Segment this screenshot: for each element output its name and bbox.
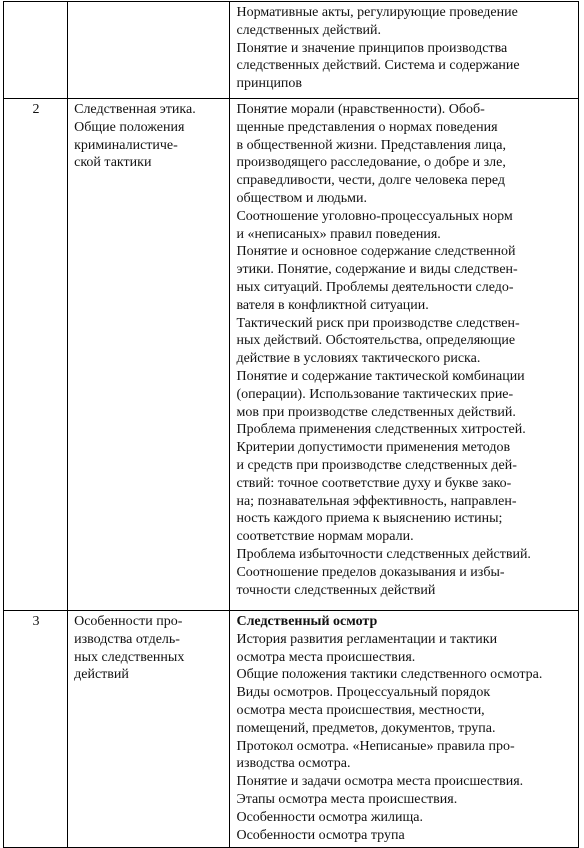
row-number-cell <box>4 99 68 611</box>
topic-content-line: обществом и людьми. <box>236 190 367 206</box>
section-title-cell <box>68 611 230 848</box>
topic-content-cell <box>230 611 579 848</box>
topic-heading: Следственный осмотр <box>236 614 378 629</box>
topic-content-line: и «неписаных» правил поведения. <box>236 226 441 242</box>
topic-content-line: этики. Понятие, содержание и виды следствен- <box>236 262 518 278</box>
topic-content-line: (операции). Использование тактических прие- <box>236 386 514 402</box>
topic-content-line: Понятие морали (нравственности). Обоб- <box>236 102 485 117</box>
topic-content-line: производящего расследование, о добре и зле, <box>236 155 506 171</box>
topic-content-cell <box>230 99 579 611</box>
topic-content-cell <box>230 2 579 99</box>
topic-content-line: осмотра места происшествия. <box>236 649 416 665</box>
section-title-cell <box>68 2 230 99</box>
topic-content-line: мов при производстве следственных действий. <box>236 404 516 420</box>
topic-content-line: осмотра места происшествия, местности, <box>236 702 485 718</box>
topic-content-line: Соотношение уголовно-процессуальных норм <box>236 208 513 224</box>
topic-content-line: справедливости, чести, долге человека перед <box>236 173 506 189</box>
topic-content-line: ность каждого приема к выяснению истины; <box>236 511 503 527</box>
topic-content-line: История развития регламентации и тактики <box>236 631 498 647</box>
topic-content-line: в общественной жизни. Представления лица, <box>236 137 506 153</box>
topic-content-line: следственных действий. <box>236 22 382 38</box>
topic-content-line: Проблема применения следственных хитростей. <box>236 422 526 438</box>
topic-content-line: точности следственных действий <box>236 582 436 598</box>
table-body <box>4 2 579 848</box>
topic-content-line: щенные представления о нормах поведения <box>236 119 498 135</box>
topic-content-line: Проблема избыточности следственных действий. <box>236 546 531 562</box>
table-row <box>4 611 579 848</box>
topic-content-line: принципов <box>236 76 303 92</box>
topic-content-line: изводства осмотра. <box>236 756 351 772</box>
section-title-line: действий <box>74 667 129 683</box>
row-number: 2 <box>32 102 40 117</box>
topic-content-line: ных ситуаций. Проблемы деятельности следо- <box>236 279 514 295</box>
row-number: 3 <box>32 614 40 629</box>
topic-content-line: Этапы осмотра места происшествия. <box>236 791 458 807</box>
topic-content-line: Критерии допустимости применения методов <box>236 440 511 456</box>
section-title-line: криминалистиче- <box>74 137 178 153</box>
section-title-line: ных следственных <box>74 649 185 665</box>
topic-content-line: Понятие и значение принципов производства <box>236 40 508 56</box>
topic-content-line: ных действий. Обстоятельства, определяющие <box>236 333 516 349</box>
section-title-cell <box>68 99 230 611</box>
section-title-line: изводства отдель- <box>74 631 180 647</box>
topic-content-line: Протокол осмотра. «Неписаные» правила про- <box>236 738 515 754</box>
table-row <box>4 99 579 611</box>
section-title-line: Следственная этика. <box>74 102 196 117</box>
topic-content-line: ствий: точное соответствие духу и букве зако- <box>236 475 512 491</box>
table-row <box>4 2 579 99</box>
topic-content-line: на; познавательная эффективность, направлен- <box>236 493 517 509</box>
topic-content-line: Понятие и основное содержание следственной <box>236 244 516 260</box>
section-title-line: ской тактики <box>74 155 152 171</box>
topic-content-line: Особенности осмотра трупа <box>236 827 405 843</box>
section-title-line: Особенности про- <box>74 614 183 629</box>
topic-content-line: помещений, предметов, документов, трупа. <box>236 720 496 736</box>
topic-content-line: Особенности осмотра жилища. <box>236 809 423 825</box>
topic-content-line: Виды осмотров. Процессуальный порядок <box>236 685 491 701</box>
topic-content-line: действие в условиях тактического риска. <box>236 351 481 367</box>
curriculum-table <box>3 1 579 848</box>
topic-content-line: соответствие нормам морали. <box>236 529 414 545</box>
topic-content-line: Общие положения тактики следственного осмотра. <box>236 667 543 683</box>
topic-content-line: Соотношение пределов доказывания и избы- <box>236 564 505 580</box>
topic-content-line: вателя в конфликтной ситуации. <box>236 297 429 313</box>
topic-content-line: Понятие и содержание тактической комбинации <box>236 368 525 384</box>
topic-content-line: и средств при производстве следственных дей- <box>236 457 517 473</box>
section-title-line: Общие положения <box>74 119 185 135</box>
row-number-cell <box>4 611 68 848</box>
topic-content-line: Понятие и задачи осмотра места происшествия. <box>236 774 524 790</box>
topic-content-line: следственных действий. Система и содержание <box>236 58 520 74</box>
row-number-cell <box>4 2 68 99</box>
topic-content-line: Нормативные акты, регулирующие проведение <box>236 5 518 20</box>
topic-content-line: Тактический риск при производстве следствен- <box>236 315 520 331</box>
